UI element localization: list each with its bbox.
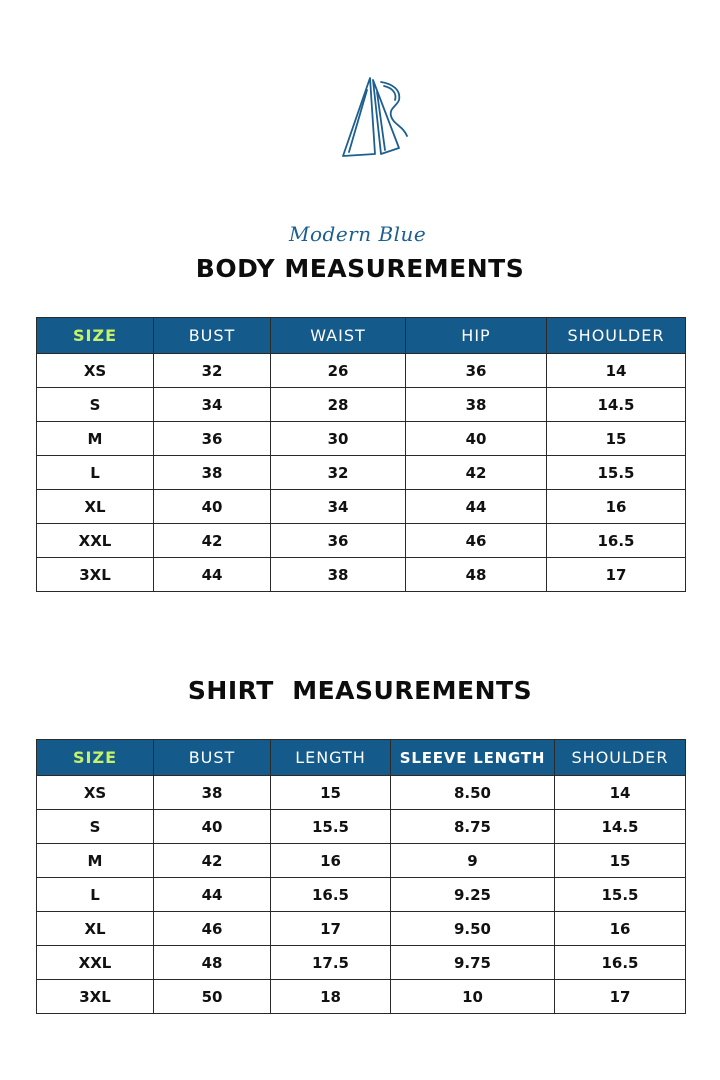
- table-cell: 38: [406, 388, 547, 422]
- table-cell: 38: [154, 456, 271, 490]
- table-cell: 46: [406, 524, 547, 558]
- column-header: SIZE: [37, 740, 154, 776]
- table-cell: 42: [154, 844, 271, 878]
- table-cell: 38: [154, 776, 271, 810]
- table-cell: 50: [154, 980, 271, 1014]
- table-cell: 36: [271, 524, 406, 558]
- table-cell: 16.5: [547, 524, 686, 558]
- table-cell: 15: [555, 844, 686, 878]
- table-cell: 17: [555, 980, 686, 1014]
- table-cell: 16: [555, 912, 686, 946]
- table-cell: 34: [271, 490, 406, 524]
- table-cell: XXL: [37, 946, 154, 980]
- table-row: [37, 422, 686, 456]
- brand-name: Modern Blue: [289, 222, 427, 246]
- table-cell: 3XL: [37, 558, 154, 592]
- table-row: [37, 490, 686, 524]
- table-row: [37, 980, 686, 1014]
- column-header: WAIST: [271, 318, 406, 354]
- table-cell: 38: [271, 558, 406, 592]
- table-header-row: [37, 318, 686, 354]
- table-row: [37, 912, 686, 946]
- table-row: [37, 558, 686, 592]
- table-cell: 8.50: [391, 776, 555, 810]
- table-cell: 3XL: [37, 980, 154, 1014]
- table-cell: 15.5: [271, 810, 391, 844]
- column-header: BUST: [154, 318, 271, 354]
- table-cell: 36: [154, 422, 271, 456]
- table-cell: S: [37, 810, 154, 844]
- table-cell: 9.75: [391, 946, 555, 980]
- table-cell: M: [37, 422, 154, 456]
- table-cell: 44: [154, 558, 271, 592]
- sailboat-icon: [285, 76, 435, 186]
- table-cell: 40: [154, 810, 271, 844]
- table-cell: 42: [406, 456, 547, 490]
- table-cell: 8.75: [391, 810, 555, 844]
- table-cell: 14: [555, 776, 686, 810]
- table-row: [37, 946, 686, 980]
- table-cell: 10: [391, 980, 555, 1014]
- table-cell: 9.25: [391, 878, 555, 912]
- table-cell: 17.5: [271, 946, 391, 980]
- table-cell: 16: [271, 844, 391, 878]
- column-header: BUST: [154, 740, 271, 776]
- table-cell: 40: [154, 490, 271, 524]
- table-cell: 44: [154, 878, 271, 912]
- table-row: [37, 810, 686, 844]
- body-measurements-table: [36, 317, 686, 592]
- table-row: [37, 878, 686, 912]
- table-row: [37, 844, 686, 878]
- table-cell: XS: [37, 776, 154, 810]
- table-cell: 15: [271, 776, 391, 810]
- shirt-measurements-title: SHIRT MEASUREMENTS: [187, 676, 533, 705]
- table-row: [37, 776, 686, 810]
- table-cell: 44: [406, 490, 547, 524]
- table-row: [37, 388, 686, 422]
- table-cell: 16.5: [555, 946, 686, 980]
- table-cell: 14.5: [547, 388, 686, 422]
- table-cell: 16: [547, 490, 686, 524]
- table-cell: S: [37, 388, 154, 422]
- table-row: [37, 456, 686, 490]
- table-cell: L: [37, 878, 154, 912]
- column-header: SLEEVE LENGTH: [391, 740, 555, 776]
- table-cell: XXL: [37, 524, 154, 558]
- table-cell: 28: [271, 388, 406, 422]
- table-cell: XL: [37, 912, 154, 946]
- column-header: SHOULDER: [547, 318, 686, 354]
- table-cell: XL: [37, 490, 154, 524]
- table-cell: 48: [406, 558, 547, 592]
- table-cell: 17: [547, 558, 686, 592]
- table-header-row: [37, 740, 686, 776]
- table-row: [37, 524, 686, 558]
- table-cell: 16.5: [271, 878, 391, 912]
- table-cell: 15.5: [555, 878, 686, 912]
- body-measurements-title: BODY MEASUREMENTS: [195, 254, 525, 283]
- table-cell: 15.5: [547, 456, 686, 490]
- table-cell: 42: [154, 524, 271, 558]
- table-cell: 30: [271, 422, 406, 456]
- table-cell: 9: [391, 844, 555, 878]
- column-header: SHOULDER: [555, 740, 686, 776]
- brand-logo: [285, 76, 435, 246]
- column-header: HIP: [406, 318, 547, 354]
- table-cell: M: [37, 844, 154, 878]
- table-cell: L: [37, 456, 154, 490]
- table-cell: 34: [154, 388, 271, 422]
- table-cell: 40: [406, 422, 547, 456]
- table-cell: 46: [154, 912, 271, 946]
- table-cell: 17: [271, 912, 391, 946]
- column-header: LENGTH: [271, 740, 391, 776]
- table-cell: 14: [547, 354, 686, 388]
- table-row: [37, 354, 686, 388]
- table-cell: 15: [547, 422, 686, 456]
- table-cell: 9.50: [391, 912, 555, 946]
- shirt-measurements-table: [36, 739, 686, 1014]
- table-cell: 26: [271, 354, 406, 388]
- table-cell: 14.5: [555, 810, 686, 844]
- table-cell: 32: [154, 354, 271, 388]
- column-header: SIZE: [37, 318, 154, 354]
- table-cell: 32: [271, 456, 406, 490]
- table-cell: XS: [37, 354, 154, 388]
- table-cell: 36: [406, 354, 547, 388]
- table-cell: 18: [271, 980, 391, 1014]
- table-cell: 48: [154, 946, 271, 980]
